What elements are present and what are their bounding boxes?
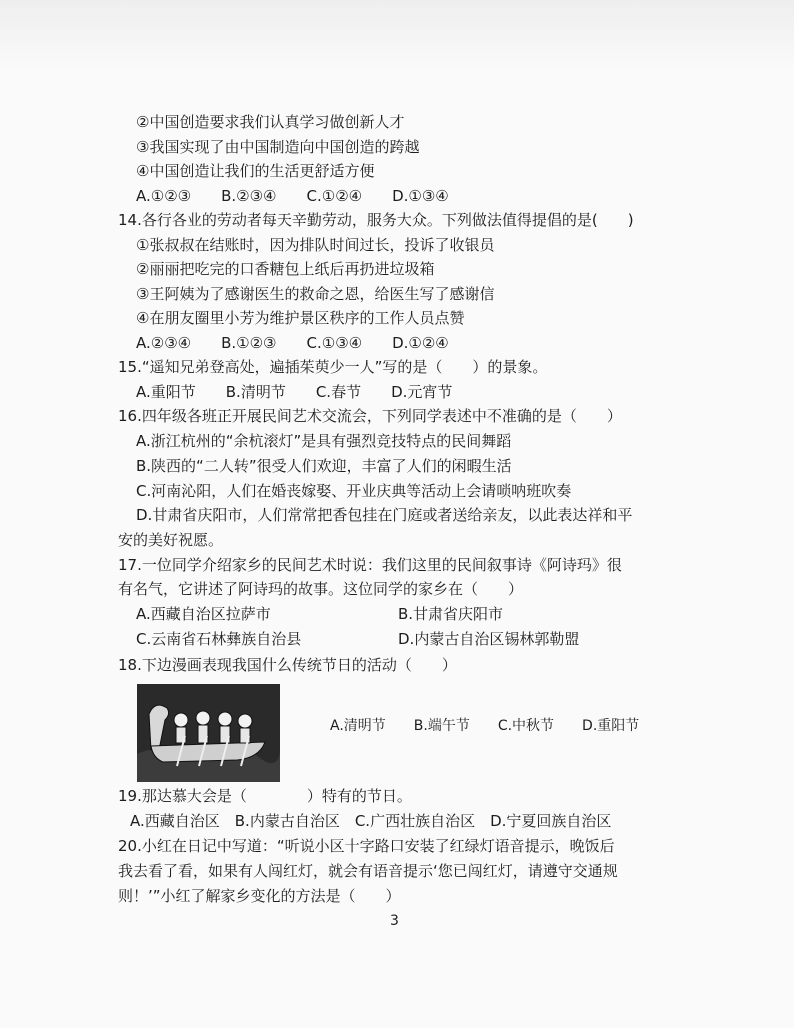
q19-stem: 19.那达慕大会是（ ）特有的节日。: [118, 787, 412, 805]
q15-stem: 15.“遥知兄弟登高处，遍插茱萸少一人”写的是（ ）的景象。: [118, 358, 548, 376]
scan-shadow: [0, 0, 794, 70]
page-number: 3: [390, 913, 399, 929]
dragon-boat-drawing: [137, 684, 280, 782]
q17-stem-2: 有名气，它讲述了阿诗玛的故事。这位同学的家乡在（ ）: [118, 580, 524, 598]
q18-options: A.清明节 B.端午节 C.中秋节 D.重阳节: [330, 718, 640, 734]
q16-option-d-cont: 安的美好祝愿。: [118, 531, 224, 549]
q16-option-b: B.陕西的“二人转”很受人们欢迎，丰富了人们的闲暇生活: [136, 457, 512, 475]
q15-options: A.重阳节 B.清明节 C.春节 D.元宵节: [136, 383, 453, 401]
q17-option-c: C.云南省石林彝族自治县: [136, 630, 302, 648]
dragon-boat-comic: [137, 684, 280, 782]
q20-line-3: 则！’”小红了解家乡变化的方法是（ ）: [118, 887, 401, 905]
q16-option-c: C.河南沁阳，人们在婚丧嫁娶、开业庆典等活动上会请唢呐班吹奏: [136, 482, 572, 500]
q14-item-3: ③王阿姨为了感谢医生的救命之恩，给医生写了感谢信: [136, 285, 495, 303]
q14-stem: 14.各行各业的劳动者每天辛勤劳动，服务大众。下列做法值得提倡的是( ): [118, 211, 634, 229]
q14-options: A.②③④ B.①②③ C.①③④ D.①②④: [136, 334, 449, 352]
q14-item-1: ①张叔叔在结账时，因为排队时间过长，投诉了收银员: [136, 236, 495, 254]
q20-line-1: 20.小红在日记中写道：“听说小区十字路口安装了红绿灯语音提示，晚饭后: [118, 837, 615, 855]
q13-item-2: ②中国创造要求我们认真学习做创新人才: [136, 113, 405, 131]
q17-option-d: D.内蒙古自治区锡林郭勒盟: [398, 630, 580, 648]
q14-item-4: ④在朋友圈里小芳为维护景区秩序的工作人员点赞: [136, 309, 465, 327]
q20-line-2: 我去看了看，如果有人闯红灯，就会有语音提示‘您已闯红灯，请遵守交通规: [118, 862, 618, 880]
q16-option-d: D.甘肃省庆阳市，人们常常把香包挂在门庭或者送给亲友，以此表达祥和平: [136, 506, 633, 524]
q13-item-4: ④中国创造让我们的生活更舒适方便: [136, 162, 375, 180]
q18-stem: 18.下边漫画表现我国什么传统节日的活动（ ）: [118, 656, 457, 674]
q14-item-2: ②丽丽把吃完的口香糖包上纸后再扔进垃圾箱: [136, 260, 435, 278]
q17-option-a: A.西藏自治区拉萨市: [136, 605, 271, 623]
q16-stem: 16.四年级各班正开展民间艺术交流会，下列同学表述中不准确的是（ ）: [118, 407, 622, 425]
q19-options: A.西藏自治区 B.内蒙古自治区 C.广西壮族自治区 D.宁夏回族自治区: [130, 812, 612, 830]
q13-options: A.①②③ B.②③④ C.①②④ D.①③④: [136, 187, 449, 205]
q17-option-b: B.甘肃省庆阳市: [398, 605, 504, 623]
q16-option-a: A.浙江杭州的“余杭滚灯”是具有强烈竞技特点的民间舞蹈: [136, 432, 512, 450]
q13-item-3: ③我国实现了由中国制造向中国创造的跨越: [136, 138, 420, 156]
q17-stem-1: 17.一位同学介绍家乡的民间艺术时说：我们这里的民间叙事诗《阿诗玛》很: [118, 556, 622, 574]
